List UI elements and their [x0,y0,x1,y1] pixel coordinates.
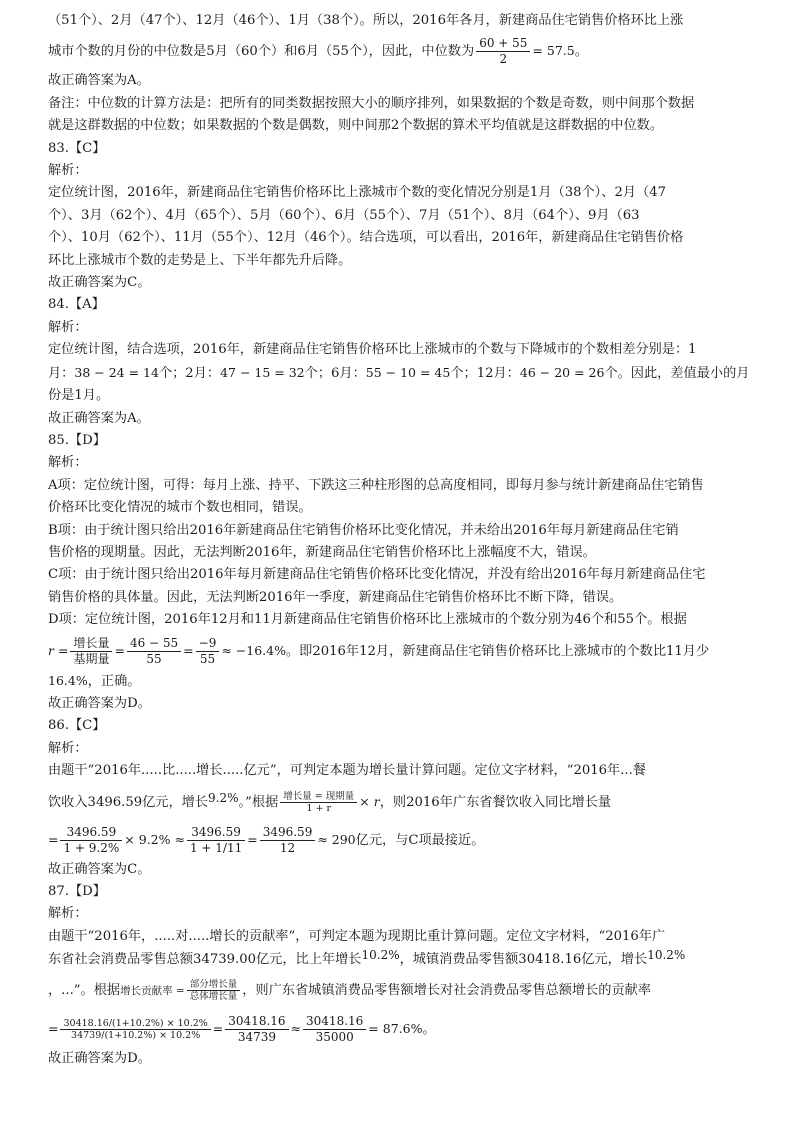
text-segment: 。 [422,1021,436,1037]
fraction-denominator: 34739 [237,1029,276,1044]
text-line: 定位统计图，结合选项，2016年，新建商品住宅销售价格环比上涨城市的个数与下降城市的个数相差分别是：1 [48,342,697,358]
equals-sign: = [48,1020,59,1036]
equals-sign: = [183,642,194,658]
math-expression: 10.2% [361,948,400,963]
text-segment: ，正确。 [87,673,141,689]
formula-fraction [60,1018,210,1041]
fraction-numerator: 3496.59 [260,825,316,841]
analysis-label: 解析： [48,319,88,335]
text-segment: 。”根据 [238,794,279,810]
contribution-formula-line [48,972,768,1010]
fraction-denominator: 1 + 9.2% [63,840,120,855]
text-segment: 个；6月： [304,365,366,381]
text-line: 由题干“2016年.....比.....增长.....亿元”，可判定本题为增长量计算问题。定位文字材料，“2016年...餐 [48,763,646,779]
fraction-denominator: 2 [499,52,508,67]
text-segment: ，城镇消费品零售额30418.16亿元，增长 [399,952,648,968]
fraction-denominator: 1 + r [306,802,332,814]
math-expression: 增长贡献率 = [120,984,185,997]
math-expression: ≈ 290 [317,831,356,847]
fraction-numerator: 增长量 [70,636,112,652]
formula-fraction [60,825,122,856]
equals-sign: = [247,831,258,847]
answer-line: 故正确答案为C。 [48,275,151,291]
answer-line: 故正确答案为D。 [48,1050,151,1066]
math-expression: × r [359,793,380,809]
text-line: A项：定位统计图，可得：每月上涨、持平、下跌这三种柱形图的总高度相同，即每月参与统计新建商品住宅销售 [48,477,704,493]
answer-explanations-page [48,10,768,1070]
fraction-numerator: 部分增长量 [187,979,241,991]
text-line: 价格环比变化情况的城市个数也相同，错误。 [48,500,312,516]
text-line: 个）、10月（62个）、11月（55个）、12月（46个）。结合选项，可以看出，2016年，新建商品住宅销售价格 [48,230,684,246]
median-result: = 57.5 [532,43,575,59]
math-expression: 38 − 24 = 14 [74,364,159,380]
text-segment: ，...”。根据 [48,982,121,998]
math-expression: 47 − 15 = 32 [220,364,305,380]
fraction-numerator: 3496.59 [187,825,245,841]
equals-sign: = [48,831,59,847]
fraction-denominator: 总体增长量 [189,990,238,1002]
math-expression: = 87.6% [368,1020,423,1036]
fraction-denominator: 55 [199,651,216,666]
formula-fraction [225,1014,288,1045]
text-segment: 个。因此，差值最小的月 [604,365,750,381]
formula-fraction [260,825,316,856]
equals-sign: = [212,1020,224,1036]
math-expression: 55 − 10 = 45 [365,364,451,380]
fraction-denominator: 1 + 1/11 [189,840,243,855]
math-expression: 10.2% [647,948,686,963]
math-expression: r = [48,642,69,658]
calculation-line [48,821,768,859]
text-line: 由题干“2016年，.....对.....增长的贡献率”，可判定本题为现期比重计算问题。定位文字材料，“2016年广 [48,928,666,944]
text-line: 个）、3月（62个）、4月（65个）、5月（60个）、6月（55个）、7月（51个）、8月（64个）、9月（63 [48,207,640,223]
fraction-numerator: −9 [196,636,220,652]
fraction-numerator: 30418.16 [303,1014,366,1030]
formula-fraction [196,636,220,667]
equals-sign: = [114,642,125,658]
text-segment: 月： [48,365,75,381]
text-segment: 个；12月： [450,365,520,381]
fraction-denominator: 基期量 [73,651,110,666]
fraction-denominator: 35000 [315,1029,354,1044]
formula-fraction [187,825,245,856]
text-line: 环比上涨城市个数的走势是上、下半年都先升后降。 [48,252,352,268]
calculation-line [48,1010,768,1048]
fraction-denominator: 34739/(1+10.2%) × 10.2% [71,1029,201,1041]
fraction-numerator: 30418.16/(1+10.2%) × 10.2% [60,1018,210,1030]
question-85-heading: 85.【D】 [48,432,106,448]
math-expression: ≈ −16.4% [221,642,286,658]
text-line: D项：定位统计图，2016年12月和11月新建商品住宅销售价格环比上涨城市的个数分别为46个和55个。根据 [48,612,687,628]
question-84-heading: 84.【A】 [48,297,105,313]
question-87-heading: 87.【D】 [48,884,106,899]
fraction-numerator: 增长量 = 现期量 [280,791,357,803]
median-line [48,32,768,70]
analysis-label: 解析： [48,163,88,179]
differences-line [48,362,768,385]
text-line: 售价格的现期量。因此，无法判断2016年，新建商品住宅销售价格环比上涨幅度不大，错误。 [48,544,596,560]
fraction-numerator: 60 + 55 [476,36,530,52]
text-segment: ，则2016年广东省餐饮收入同比增长量 [379,794,612,810]
math-expression: 16.4% [48,672,88,688]
text-line: 份是1月。 [48,388,110,404]
question-83-heading: 83.【C】 [48,140,106,156]
growth-formula-line [48,783,768,821]
math-expression: × 9.2% ≈ [124,831,185,847]
fraction-numerator: 3496.59 [60,825,122,841]
text-segment: 。即2016年12月，新建商品住宅销售价格环比上涨城市的个数比11月少 [286,643,710,659]
text-segment: 城市个数的月份的中位数是5月（60个）和6月（55个），因此，中位数为 [48,44,475,60]
fraction-numerator: 46 − 55 [127,636,181,652]
fraction-numerator: 30418.16 [225,1014,288,1030]
text-segment: 。 [574,44,588,60]
math-expression: 9.2% [208,790,239,805]
text-line: 定位统计图，2016年，新建商品住宅销售价格环比上涨城市个数的变化情况分别是1月（38个）、2月（47 [48,185,666,201]
answer-line: 故正确答案为A。 [48,410,150,426]
answer-line: 故正确答案为C。 [48,861,151,877]
note-line: 就是这群数据的中位数；如果数据的个数是偶数，则中间那2个数据的算术平均值就是这群数据的中位数。 [48,118,664,134]
analysis-label: 解析： [48,455,88,471]
question-86-heading: 86.【C】 [48,718,106,734]
text-line [48,948,768,971]
formula-fraction [187,979,241,1002]
text-segment: 饮收入3496.59亿元，增长 [48,794,209,810]
approx-sign: ≈ [290,1020,302,1036]
text-line: B项：由于统计图只给出2016年新建商品住宅销售价格环比变化情况，并未给出2016年每月新建商品住宅销 [48,522,679,538]
growth-rate-formula-line [48,632,768,670]
formula-fraction [70,636,112,667]
text-segment: 东省社会消费品零售总额34739.00亿元，比上年增长 [48,952,362,968]
answer-line: 故正确答案为A。 [48,73,150,89]
text-line: C项：由于统计图只给出2016年每月新建商品住宅销售价格环比变化情况，并没有给出2016年每月新建商品住宅 [48,567,706,583]
analysis-label: 解析： [48,740,88,756]
math-expression: 46 − 20 = 26 [519,364,605,380]
formula-fraction [303,1014,366,1045]
formula-fraction [127,636,181,667]
text-line [48,670,768,693]
text-line: 销售价格的具体量。因此，无法判断2016年一季度，新建商品住宅销售价格环比不断下降，错误。 [48,589,623,605]
text-segment: 个；2月： [158,365,221,381]
text-segment: 亿元，与C项最接近。 [355,832,485,848]
answer-line: 故正确答案为D。 [48,695,151,711]
analysis-label: 解析： [48,906,88,922]
median-fraction [476,36,530,67]
formula-fraction [280,791,357,814]
fraction-denominator: 12 [279,840,296,855]
text-line: （51个）、2月（47个）、12月（46个）、1月（38个）。所以，2016年各月，新建商品住宅销售价格环比上涨 [48,13,684,28]
text-segment: ，则广东省城镇消费品零售额增长对社会消费品零售总额增长的贡献率 [242,982,652,998]
fraction-denominator: 55 [146,651,162,666]
note-line: 备注：中位数的计算方法是：把所有的同类数据按照大小的顺序排列，如果数据的个数是奇数，则中间那个数据 [48,95,695,111]
